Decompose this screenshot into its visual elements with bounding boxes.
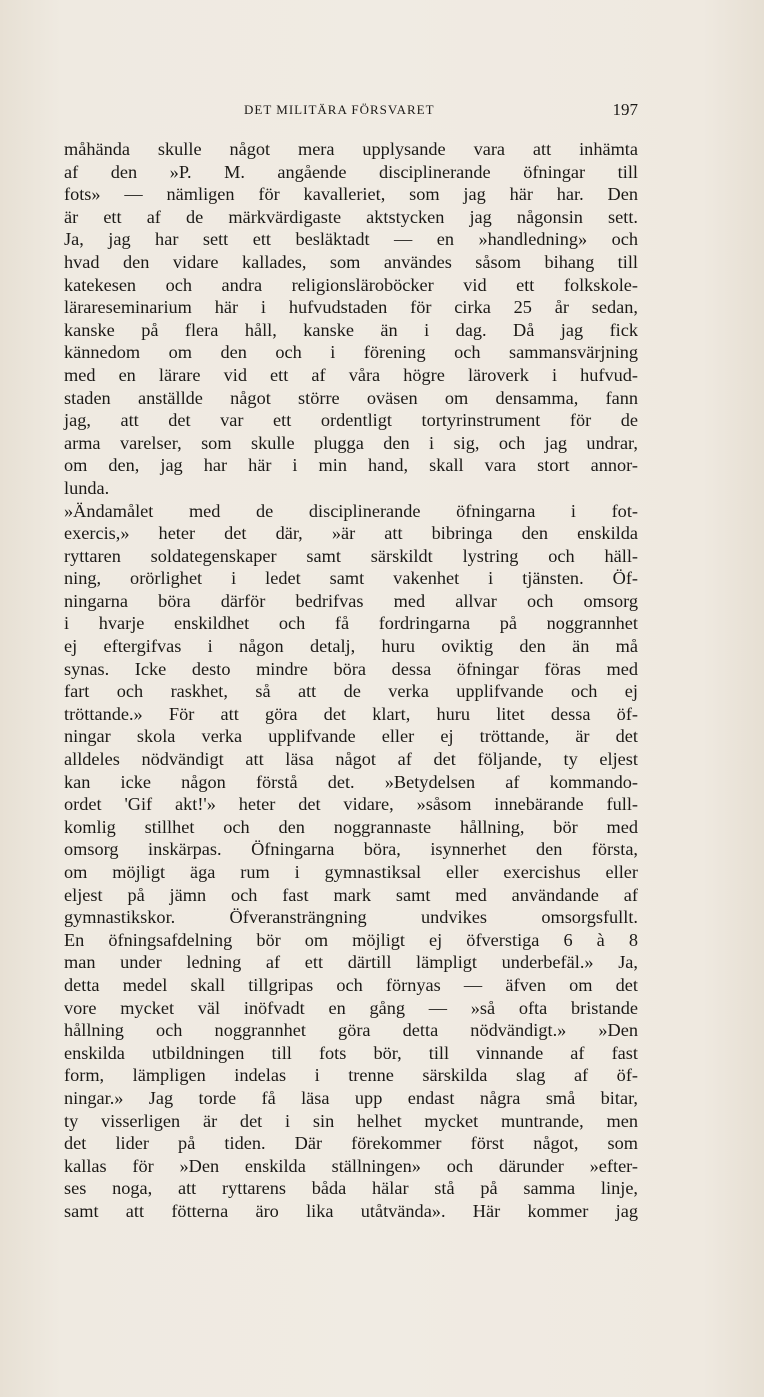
text-line: exercis,» heter det där, »är att bibringa den enskilda	[64, 523, 638, 544]
text-line: är ett af de märkvärdigaste aktstycken jag någonsin sett.	[64, 206, 638, 227]
text-line: af den »P. M. angående disciplinerande öfningar till	[64, 161, 638, 182]
text-line: ryttaren soldategenskaper samt särskildt lystring och häll-	[64, 545, 638, 566]
text-line: eljest på jämn och fast mark samt med användande af	[64, 884, 638, 905]
text-line: kallas för »Den enskilda ställningen» och därunder »efter-	[64, 1155, 638, 1176]
text-line: detta medel skall tillgripas och förnyas — äfven om det	[64, 974, 638, 995]
text-line: ty visserligen är det i sin helhet mycket muntrande, men	[64, 1110, 638, 1131]
text-line: jag, att det var ett ordentligt tortyrinstrument för de	[64, 410, 638, 431]
text-line: omsorg inskärpas. Öfningarna böra, isynnerhet den första,	[64, 839, 638, 860]
text-line: komlig stillhet och den noggrannaste hållning, bör med	[64, 816, 638, 837]
text-line: med en lärare vid ett af våra högre läroverk i hufvud-	[64, 364, 638, 385]
text-line: om den, jag har här i min hand, skall vara stort annor-	[64, 455, 638, 476]
text-line: lunda.	[64, 477, 110, 498]
text-line: hållning och noggrannhet göra detta nödvändigt.» »Den	[64, 1020, 638, 1041]
text-line: kan icke någon förstå det. »Betydelsen af kommando-	[64, 771, 638, 792]
running-title: DET MILITÄRA FÖRSVARET	[244, 102, 435, 117]
text-line: man under ledning af ett därtill lämpligt underbefäl.» Ja,	[64, 952, 638, 973]
text-line: ordet 'Gif akt!'» heter det vidare, »såsom innebärande full-	[64, 794, 638, 815]
text-line: ses noga, att ryttarens båda hälar stå på samma linje,	[64, 1178, 638, 1199]
text-line: vore mycket väl inöfvadt en gång — »så ofta bristande	[64, 997, 638, 1018]
text-line: alldeles nödvändigt att läsa något af det följande, ty eljest	[64, 749, 638, 770]
text-line: i hvarje enskildhet och få fordringarna på noggrannhet	[64, 613, 638, 634]
text-line: enskilda utbildningen till fots bör, till vinnande af fast	[64, 1042, 638, 1063]
text-line: det lider på tiden. Där förekommer först något, som	[64, 1133, 638, 1154]
text-line: ej eftergifvas i någon detalj, huru oviktig den än må	[64, 636, 638, 657]
text-line: lärareseminarium här i hufvudstaden för cirka 25 år sedan,	[64, 297, 638, 318]
text-line: måhända skulle något mera upplysande vara att inhämta	[64, 139, 638, 159]
text-line: »Ändamålet med de disciplinerande öfningarna i fot-	[64, 500, 638, 521]
body-text	[64, 138, 638, 1223]
page-number: 197	[612, 100, 638, 119]
page-header	[64, 100, 638, 122]
text-line: tröttande.» För att göra det klart, huru litet dessa öf-	[64, 703, 638, 724]
text-line: synas. Icke desto mindre böra dessa öfningar föras med	[64, 658, 638, 679]
text-line: fart och raskhet, så att de verka upplifvande och ej	[64, 681, 638, 702]
text-line: arma varelser, som skulle plugga den i sig, och jag undrar,	[64, 432, 638, 453]
text-line: ningarna böra därför bedrifvas med allvar och omsorg	[64, 590, 638, 611]
text-line: gymnastikskor. Öfveransträngning undvikes omsorgsfullt.	[64, 907, 638, 928]
text-line: katekesen och andra religionsläroböcker vid ett folkskole-	[64, 274, 638, 295]
text-line: En öfningsafdelning bör om möjligt ej öfverstiga 6 à 8	[64, 929, 638, 950]
text-line: ning, orörlighet i ledet samt vakenhet i tjänsten. Öf-	[64, 568, 638, 589]
text-line: kanske på flera håll, kanske än i dag. Då jag fick	[64, 319, 638, 340]
text-line: ningar skola verka upplifvande eller ej tröttande, är det	[64, 726, 638, 747]
text-line: om möjligt äga rum i gymnastiksal eller exercishus eller	[64, 862, 638, 882]
text-line: Ja, jag har sett ett besläktadt — en »handledning» och	[64, 229, 638, 250]
text-line: ningar.» Jag torde få läsa upp endast några små bitar,	[64, 1087, 638, 1108]
text-line: staden anställde något större oväsen om densamma, fann	[64, 387, 638, 408]
text-line: fots» — nämligen för kavalleriet, som jag här har. Den	[64, 184, 638, 205]
text-line: form, lämpligen indelas i trenne särskilda slag af öf-	[64, 1065, 638, 1086]
text-line: kännedom om den och i förening och sammansvärjning	[64, 342, 638, 363]
text-line: samt att fötterna äro lika utåtvända». Här kommer jag	[64, 1200, 638, 1221]
text-line: hvad den vidare kallades, som användes såsom bihang till	[64, 251, 638, 272]
